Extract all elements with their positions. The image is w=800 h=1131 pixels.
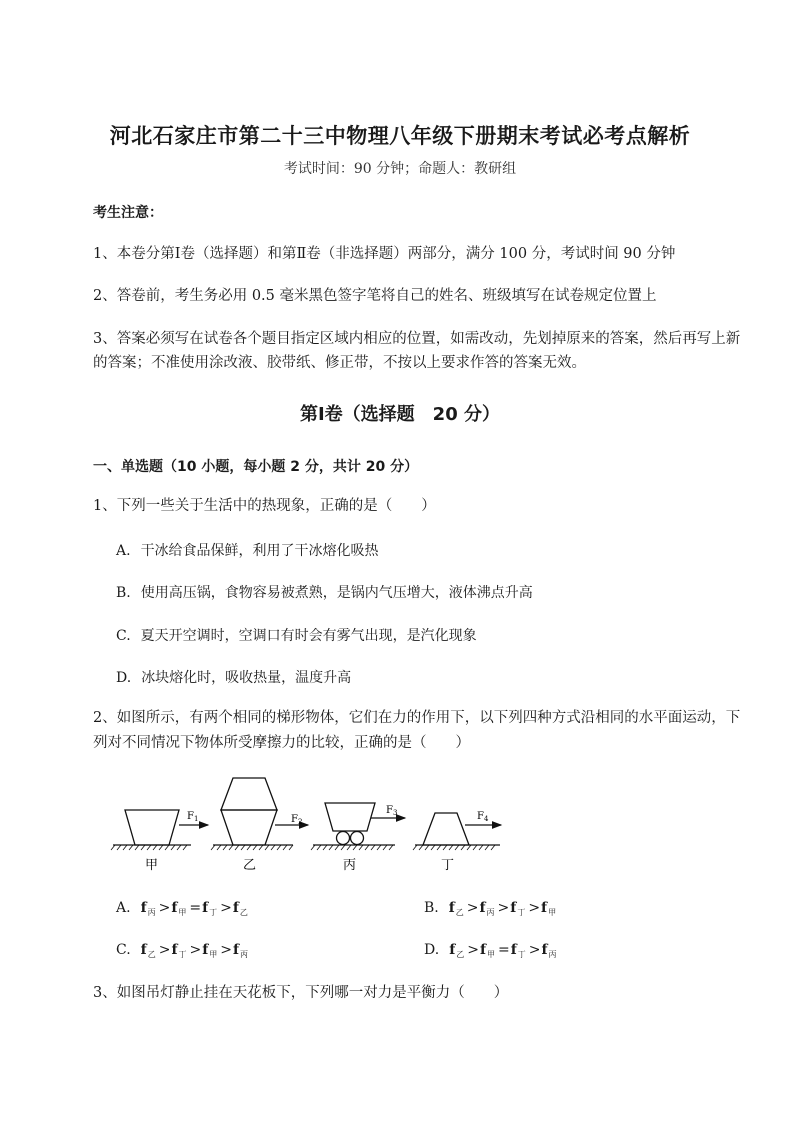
question-1-option-a[interactable]	[116, 540, 379, 560]
force-label-f3: $F_3$	[386, 805, 398, 817]
exam-info: 考试时间：90 分钟；命题人：教研组	[283, 161, 517, 177]
question-1-option-b[interactable]	[116, 582, 533, 602]
figure-label-yi: 乙	[243, 858, 257, 873]
force-label-f4: $F_4$	[477, 811, 489, 823]
notice-item-1: 1、本卷分第Ⅰ卷（选择题）和第Ⅱ卷（非选择题）两部分，满分 100 分，考试时间 90 分钟	[93, 246, 676, 262]
figure-label-jia: 甲	[145, 858, 159, 873]
question-2-stem-cont: 列对不同情况下物体所受摩擦力的比较，正确的是（ ）	[93, 735, 470, 751]
question-3-stem: 3、如图吊灯静止挂在天花板下，下列哪一对力是平衡力（ ）	[93, 985, 509, 1001]
notice-heading: 考生注意：	[93, 205, 163, 221]
option-text: 冰块熔化时，吸收热量，温度升高	[141, 670, 352, 686]
question-2-option-b[interactable]: B. $f_乙 >f_丙 >f_丁 >f_甲$	[424, 900, 557, 917]
notice-item-3-cont: 的答案；不准使用涂改液、胶带纸、修正带，不按以上要求作答的答案无效。	[93, 355, 586, 371]
trapezoid-ding	[423, 813, 469, 845]
figure-label-bing: 丙	[343, 858, 357, 873]
trapezoid-bing	[325, 803, 375, 831]
option-text: 夏天开空调时，空调口有时会有雾气出现，是汽化现象	[140, 628, 477, 644]
section-title: 第Ⅰ卷（选择题 20 分）	[299, 404, 500, 425]
question-1-option-d[interactable]	[116, 667, 351, 687]
option-letter: B.	[424, 900, 439, 916]
trapezoid-yi-top	[221, 778, 277, 810]
question-2-stem: 2、如图所示，有两个相同的梯形物体，它们在力的作用下，以下列四种方式沿相同的水平面运动，下	[93, 710, 741, 726]
trapezoid-jia	[125, 810, 179, 845]
question-2-option-c[interactable]: C. $f_乙 >f_丁 >f_甲 >f_丙$	[116, 942, 248, 959]
question-2-option-d[interactable]: D. $f_乙 >f_甲 =f_丁 >f_丙$	[424, 942, 557, 959]
figure-label-ding: 丁	[441, 858, 455, 873]
option-letter: C.	[116, 942, 131, 958]
question-2-option-a[interactable]: A. $f_丙 >f_甲 =f_丁 >f_乙$	[116, 900, 248, 917]
friction-figure	[105, 770, 525, 880]
roller	[351, 832, 364, 845]
trapezoid-yi-bottom	[221, 810, 277, 845]
option-letter: A.	[116, 543, 131, 559]
option-letter: B.	[116, 585, 131, 601]
question-group-heading: 一、单选题（10 小题，每小题 2 分，共计 20 分）	[93, 459, 419, 475]
ground-hatching	[111, 845, 495, 850]
option-letter: D.	[424, 942, 440, 958]
question-1-stem: 1、下列一些关于生活中的热现象，正确的是（ ）	[93, 498, 436, 514]
option-letter: D.	[116, 670, 132, 686]
option-letter: A.	[116, 900, 131, 916]
notice-item-3: 3、答案必须写在试卷各个题目指定区域内相应的位置，如需改动，先划掉原来的答案，然后再写上新	[93, 331, 741, 347]
page-title: 河北石家庄市第二十三中物理八年级下册期末考试必考点解析	[109, 124, 691, 148]
force-label-f1: $F_1$	[187, 811, 199, 823]
option-text: 使用高压锅，食物容易被煮熟，是锅内气压增大，液体沸点升高	[140, 585, 533, 601]
notice-item-2: 2、答卷前，考生务必用 0.5 毫米黑色签字笔将自己的姓名、班级填写在试卷规定位置上	[93, 288, 657, 304]
force-label-f2: $F_2$	[291, 814, 303, 826]
roller	[337, 832, 350, 845]
option-letter: C.	[116, 628, 131, 644]
question-1-option-c[interactable]	[116, 625, 477, 645]
option-text: 干冰给食品保鲜，利用了干冰熔化吸热	[140, 543, 379, 559]
